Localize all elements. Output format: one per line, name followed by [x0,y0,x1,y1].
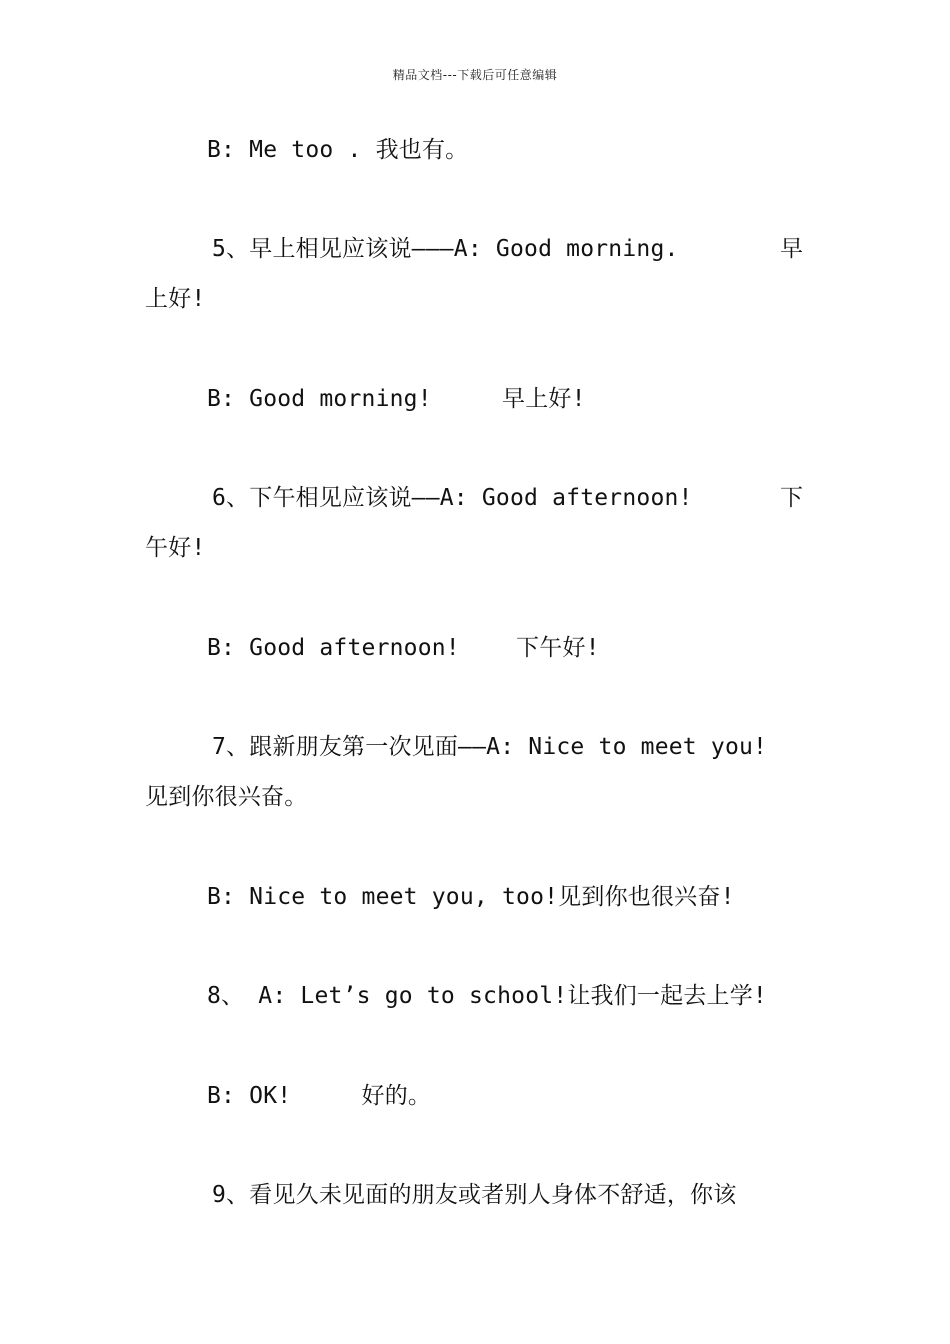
dialogue-line-end: 早 [780,236,803,262]
dialogue-line: 8、 A: Let’s go to school!让我们一起去上学! [207,983,767,1009]
dialogue-line: 5、早上相见应该说———A: Good morning. [212,236,679,262]
dialogue-line: B: OK! 好的。 [207,1083,432,1109]
dialogue-line: B: Good morning! 早上好! [207,386,586,412]
dialogue-line: B: Good afternoon! 下午好! [207,635,600,661]
dialogue-line-wrap: 见到你很兴奋。 [145,784,308,810]
dialogue-line-end: 下 [780,485,803,511]
page-header: 精品文档---下载后可任意编辑 [392,68,558,82]
dialogue-line-wrap: 午好! [145,535,206,561]
dialogue-line: B: Nice to meet you, too!见到你也很兴奋! [207,884,735,910]
dialogue-line: 6、下午相见应该说——A: Good afternoon! [212,485,693,511]
dialogue-line-wrap: 上好! [145,286,206,312]
dialogue-line: B: Me too . 我也有。 [207,137,469,163]
dialogue-line: 9、看见久未见面的朋友或者别人身体不舒适，你该 [212,1182,737,1208]
dialogue-line: 7、跟新朋友第一次见面——A: Nice to meet you! [212,734,768,760]
